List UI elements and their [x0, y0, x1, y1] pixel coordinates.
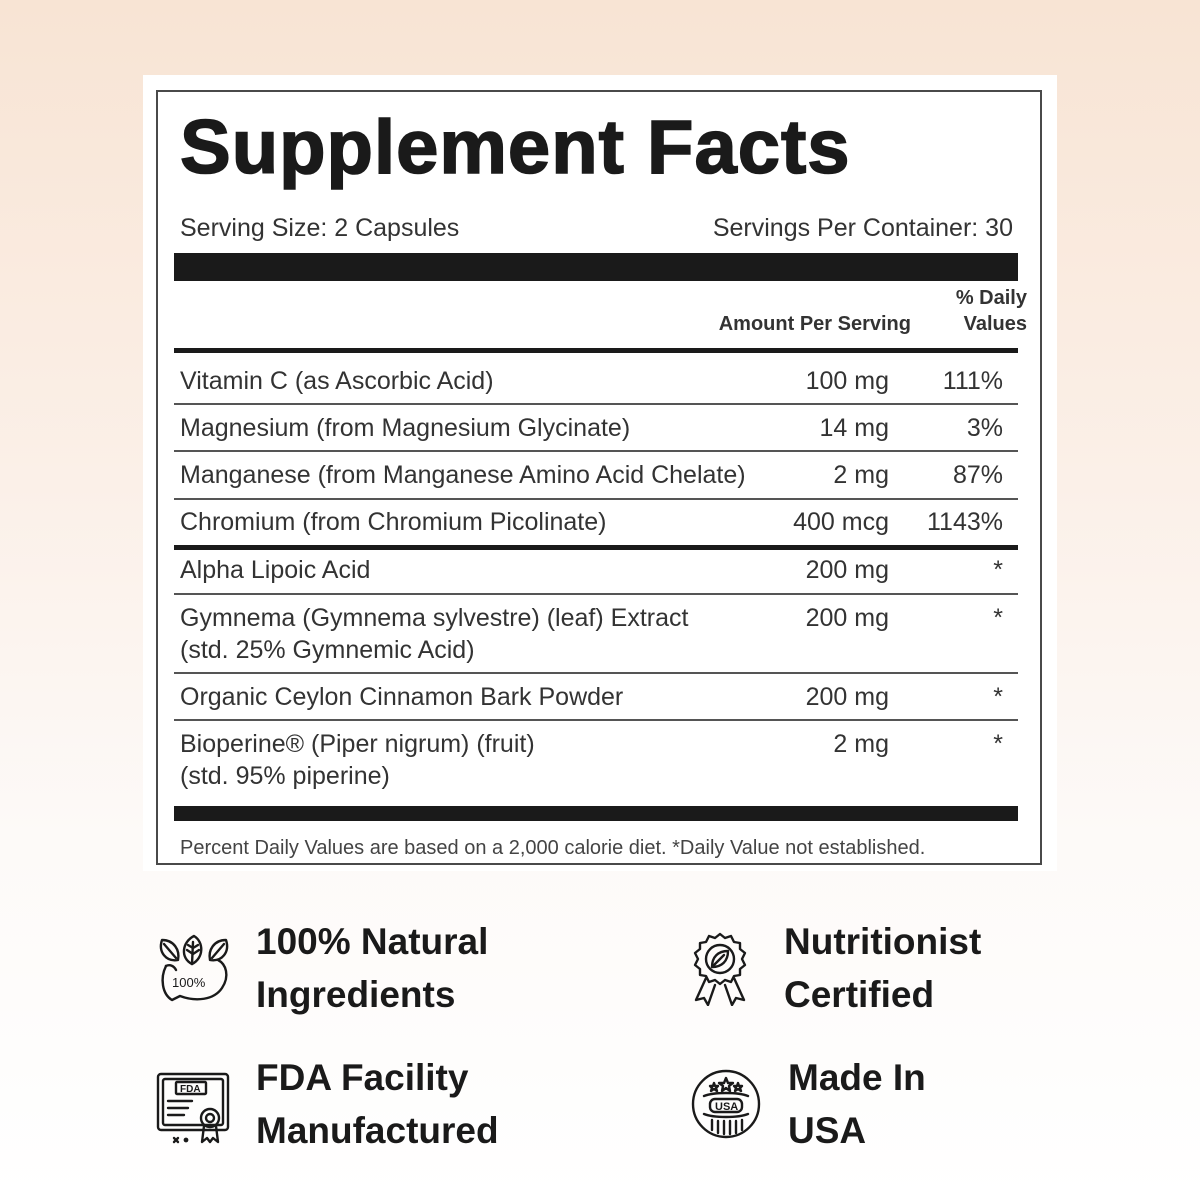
icon-label-100: 100%	[172, 975, 206, 990]
nutrient-name: Vitamin C (as Ascorbic Acid)	[180, 367, 494, 395]
nutrient-amount: 400 mcg	[793, 508, 889, 536]
nutrient-name: Manganese (from Manganese Amino Acid Chelate)	[180, 461, 746, 489]
certified-ribbon-icon	[684, 930, 760, 1006]
nutrient-amount: 14 mg	[819, 414, 889, 442]
ingredient-amount: 200 mg	[805, 604, 889, 632]
nutrient-amount: 2 mg	[833, 461, 889, 489]
row-divider	[174, 450, 1018, 452]
badge-made-in-usa	[688, 1051, 926, 1157]
badge-line2: Manufactured	[256, 1110, 499, 1151]
nutrient-daily-value: 111%	[942, 367, 1003, 395]
ingredient-daily-value: *	[993, 604, 1003, 632]
ingredient-amount: 200 mg	[805, 683, 889, 711]
ingredient-amount: 200 mg	[805, 556, 889, 584]
section-divider	[174, 545, 1018, 550]
icon-label-fda: FDA	[180, 1084, 201, 1095]
ingredient-name	[180, 602, 688, 666]
daily-value-header-line2: Values	[963, 313, 1027, 335]
ingredient-name-line2: (std. 95% piperine)	[180, 762, 390, 790]
bottom-divider-bar	[174, 806, 1018, 821]
ingredient-name: Alpha Lipoic Acid	[180, 556, 371, 584]
ingredient-daily-value: *	[993, 683, 1003, 711]
row-divider	[174, 403, 1018, 405]
ingredient-name	[180, 728, 535, 792]
daily-value-header	[927, 285, 1027, 337]
badge-line1: FDA Facility	[256, 1057, 469, 1098]
icon-label-usa: USA	[715, 1101, 739, 1113]
row-divider	[174, 719, 1018, 721]
ingredient-daily-value: *	[993, 556, 1003, 584]
ingredient-name-line2: (std. 25% Gymnemic Acid)	[180, 636, 475, 664]
badge-line1: Nutritionist	[784, 921, 982, 962]
ingredient-daily-value: *	[993, 730, 1003, 758]
nutrient-amount: 100 mg	[805, 367, 889, 395]
badge-text	[784, 915, 981, 1021]
footnote: Percent Daily Values are based on a 2,000 calorie diet. *Daily Value not established.	[180, 837, 926, 859]
badge-text	[256, 915, 488, 1021]
natural-leaves-icon	[156, 930, 232, 1006]
badge-text	[256, 1051, 499, 1157]
amount-per-serving-header: Amount Per Serving	[718, 313, 911, 335]
badge-text	[788, 1051, 926, 1157]
badge-line2: Ingredients	[256, 974, 456, 1015]
serving-size: Serving Size: 2 Capsules	[180, 214, 460, 242]
usa-stamp-icon	[688, 1066, 764, 1142]
ingredient-name-line1: Gymnema (Gymnema sylvestre) (leaf) Extract	[180, 604, 689, 632]
badge-line1: 100% Natural	[256, 921, 489, 962]
row-divider	[174, 672, 1018, 674]
nutrient-daily-value: 1143%	[927, 508, 1003, 536]
ingredient-amount: 2 mg	[833, 730, 889, 758]
badge-natural-ingredients	[156, 915, 488, 1021]
daily-value-header-line1: % Daily	[955, 287, 1027, 309]
ingredient-name: Organic Ceylon Cinnamon Bark Powder	[180, 683, 624, 711]
badge-fda-facility	[156, 1051, 499, 1157]
row-divider	[174, 498, 1018, 500]
supplement-facts-panel	[156, 90, 1042, 865]
badge-line1: Made In	[788, 1057, 926, 1098]
ingredient-name-line1: Bioperine® (Piper nigrum) (fruit)	[180, 730, 535, 758]
nutrient-name: Chromium (from Chromium Picolinate)	[180, 508, 607, 536]
badge-line2: USA	[788, 1110, 867, 1151]
badge-line2: Certified	[784, 974, 935, 1015]
header-divider	[174, 348, 1018, 353]
row-divider	[174, 593, 1018, 595]
fda-certificate-icon	[156, 1066, 232, 1142]
nutrient-daily-value: 3%	[966, 414, 1003, 442]
nutrient-name: Magnesium (from Magnesium Glycinate)	[180, 414, 631, 442]
top-divider-bar	[174, 253, 1018, 281]
panel-title: Supplement Facts	[180, 105, 851, 190]
nutrient-daily-value: 87%	[952, 461, 1003, 489]
supplement-facts-card	[143, 75, 1057, 871]
servings-per-container: Servings Per Container: 30	[712, 214, 1013, 242]
badge-nutritionist-certified	[684, 915, 981, 1021]
